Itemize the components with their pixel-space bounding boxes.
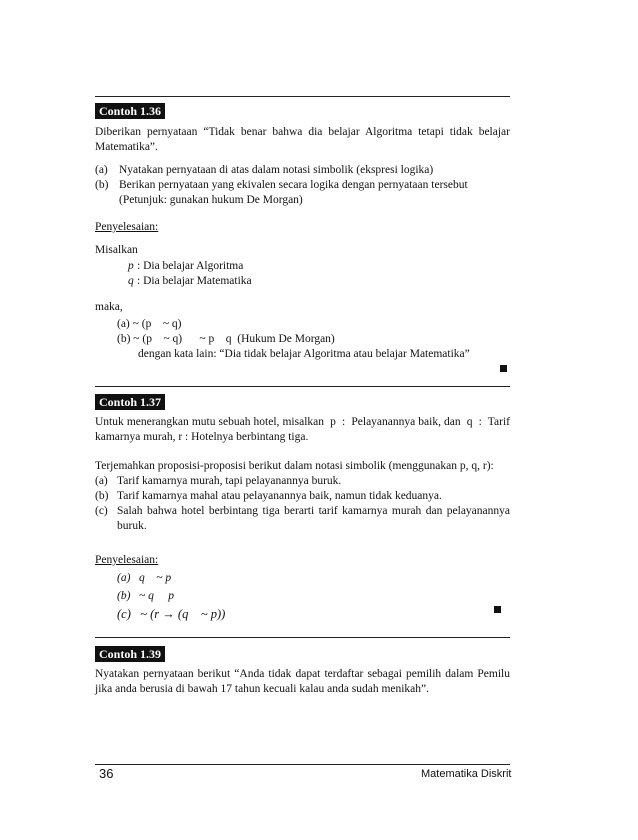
ex137-solution-heading: Penyelesaian: bbox=[95, 554, 159, 566]
ex137-item-c-marker: (c) bbox=[95, 505, 108, 517]
ex136-p-variable: p bbox=[128, 260, 134, 272]
ex136-misalkan: Misalkan bbox=[95, 244, 138, 256]
section-divider bbox=[95, 96, 510, 97]
ex136-answer-a: (a) ~ (p ~ q) bbox=[117, 318, 182, 330]
section-divider bbox=[95, 637, 510, 638]
ex136-item-b-marker: (b) bbox=[95, 179, 109, 191]
ex137-item-a-marker: (a) bbox=[95, 475, 108, 487]
ex136-q-variable: q bbox=[128, 275, 134, 287]
end-of-proof-icon bbox=[500, 365, 507, 372]
ex136-item-b-text: Berikan pernyataan yang ekivalen secara logika dengan pernyataan tersebut bbox=[119, 179, 468, 191]
ex136-intro-line2: Matematika”. bbox=[95, 141, 158, 153]
ex137-intro-line2: kamarnya murah, r : Hotelnya berbintang tiga. bbox=[95, 431, 309, 443]
ex137-item-b-text: Tarif kamarnya mahal atau pelayanannya baik, namun tidak keduanya. bbox=[117, 490, 442, 502]
ex136-solution-heading: Penyelesaian: bbox=[95, 221, 159, 233]
ex137-item-a-text: Tarif kamarnya murah, tapi pelayanannya buruk. bbox=[117, 475, 342, 487]
ex137-answer-a: (a) q ~ p bbox=[117, 572, 172, 584]
example-label-1-37: Contoh 1.37 bbox=[95, 394, 165, 410]
ex136-intro-line1: Diberikan pernyataan “Tidak benar bahwa dia belajar Algoritma tetapi tidak belajar bbox=[95, 126, 510, 138]
example-label-1-36: Contoh 1.36 bbox=[95, 103, 165, 119]
ex137-intro-line1: Untuk menerangkan mutu sebuah hotel, misalkan p : Pelayanannya baik, dan q : Tarif bbox=[95, 416, 510, 428]
ex139-line1: Nyatakan pernyataan berikut “Anda tidak dapat terdaftar sebagai pemilih dalam Pemilu bbox=[95, 668, 510, 680]
ex136-item-a-text: Nyatakan pernyataan di atas dalam notasi simbolik (ekspresi logika) bbox=[119, 164, 434, 176]
ex136-p-definition: : Dia belajar Algoritma bbox=[137, 260, 244, 272]
ex136-answer-b: (b) ~ (p ~ q) ~ p q (Hukum De Morgan) bbox=[117, 333, 335, 345]
ex137-instruction: Terjemahkan proposisi-proposisi berikut dalam notasi simbolik (menggunakan p, q, r): bbox=[95, 460, 494, 472]
ex136-answer-b-words: dengan kata lain: “Dia tidak belajar Algoritma atau belajar Matematika” bbox=[138, 348, 470, 360]
end-of-proof-icon bbox=[494, 606, 501, 613]
ex137-item-c-line2: buruk. bbox=[117, 520, 147, 532]
section-divider bbox=[95, 386, 510, 387]
page-number: 36 bbox=[99, 766, 114, 781]
footer-divider bbox=[95, 764, 510, 765]
ex136-item-b-hint: (Petunjuk: gunakan hukum De Morgan) bbox=[119, 194, 303, 206]
book-title: Matematika Diskrit bbox=[421, 768, 512, 780]
ex139-line2: jika anda berusia di bawah 17 tahun kecuali kalau anda sudah menikah”. bbox=[95, 683, 430, 695]
ex136-item-a-marker: (a) bbox=[95, 164, 108, 176]
ex136-q-definition: : Dia belajar Matematika bbox=[137, 275, 252, 287]
example-label-1-39: Contoh 1.39 bbox=[95, 646, 165, 662]
ex137-item-b-marker: (b) bbox=[95, 490, 109, 502]
ex137-item-c-line1: Salah bahwa hotel berbintang tiga berarti tarif kamarnya murah dan pelayanannya bbox=[117, 505, 510, 517]
ex137-answer-c: (c) ~ (r → (q ~ p)) bbox=[117, 607, 226, 621]
ex136-maka: maka, bbox=[95, 301, 123, 313]
ex137-answer-b: (b) ~ q p bbox=[117, 590, 175, 602]
